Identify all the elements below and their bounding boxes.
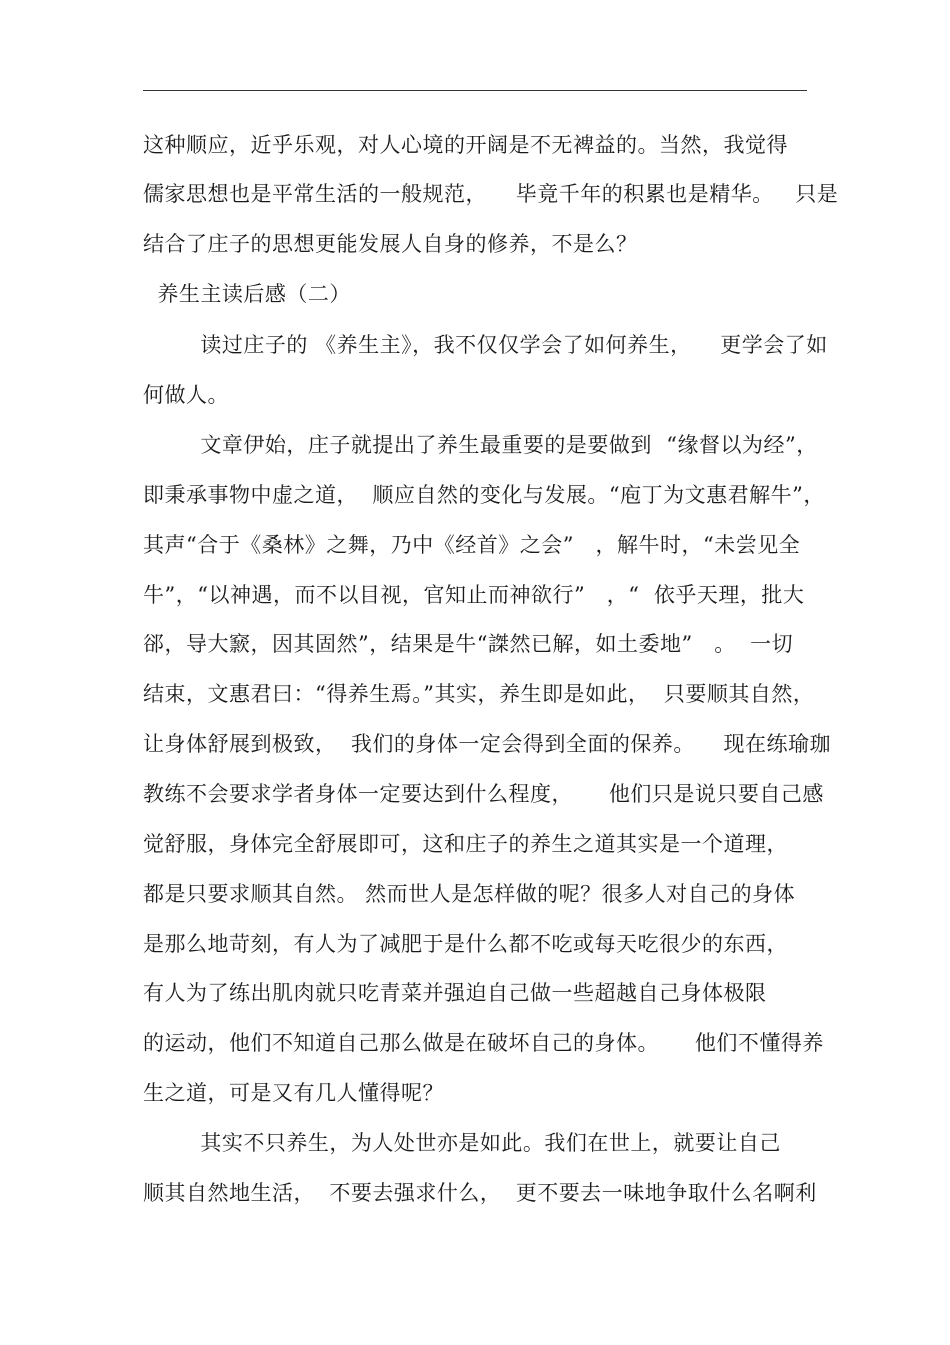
text-line: 结束，文惠君曰：“得养生焉。”其实，养生即是如此， 只要顺其自然， <box>143 682 815 706</box>
text-line: 觉舒服，身体完全舒展即可，这和庄子的养生之道其实是一个道理， <box>143 832 788 856</box>
text-line: 儒家思想也是平常生活的一般规范， 毕竟千年的积累也是精华。 只是 <box>143 182 839 206</box>
text-line: 教练不会要求学者身体一定要达到什么程度， 他们只是说只要自己感 <box>143 782 824 806</box>
text-line: 的运动，他们不知道自己那么做是在破坏自己的身体。 他们不懂得养 <box>143 1031 824 1055</box>
text-line: 都是只要求顺其自然。 然而世人是怎样做的呢？很多人对自己的身体 <box>143 882 796 906</box>
text-line: 郤，导大窾，因其固然”，结果是牛“謋然已解，如土委地” 。 一切 <box>143 632 794 656</box>
text-line: 结合了庄子的思想更能发展人自身的修养，不是么？ <box>143 232 638 256</box>
text-line: 顺其自然地生活， 不要去强求什么， 更不要去一味地争取什么名啊利 <box>143 1181 817 1205</box>
text-line: 牛”，“以神遇，而不以目视，官知止而神欲行” ，“ 依乎天理，批大 <box>143 583 805 607</box>
text-line: 其声“合于《桑林》之舞，乃中《经首》之会” ，解牛时，“未尝见全 <box>143 533 801 557</box>
text-line: 生之道，可是又有几人懂得呢？ <box>143 1081 444 1105</box>
text-line: 即秉承事物中虚之道， 顺应自然的变化与发展。“庖丁为文惠君解牛”， <box>143 483 825 507</box>
text-line: 是那么地苛刻，有人为了减肥于是什么都不吃或每天吃很少的东西， <box>143 932 788 956</box>
text-line: 有人为了练出肌肉就只吃青菜并强迫自己做一些超越自己身体极限 <box>143 981 767 1005</box>
text-line: 让身体舒展到极致， 我们的身体一定会得到全面的保养。 现在练瑜珈 <box>143 732 832 756</box>
text-line: 读过庄子的 《养生主》，我不仅仅学会了如何养生， 更学会了如 <box>143 333 828 357</box>
text-line: 这种顺应，近乎乐观，对人心境的开阔是不无裨益的。当然，我觉得 <box>143 133 788 157</box>
header-rule <box>143 90 807 91</box>
text-line: 何做人。 <box>143 383 229 407</box>
text-line: 文章伊始，庄子就提出了养生最重要的是要做到 “缘督以为经”， <box>143 433 818 457</box>
section-heading: 养生主读后感（二） <box>143 282 351 306</box>
text-line: 其实不只养生，为人处世亦是如此。我们在世上，就要让自己 <box>143 1131 781 1155</box>
